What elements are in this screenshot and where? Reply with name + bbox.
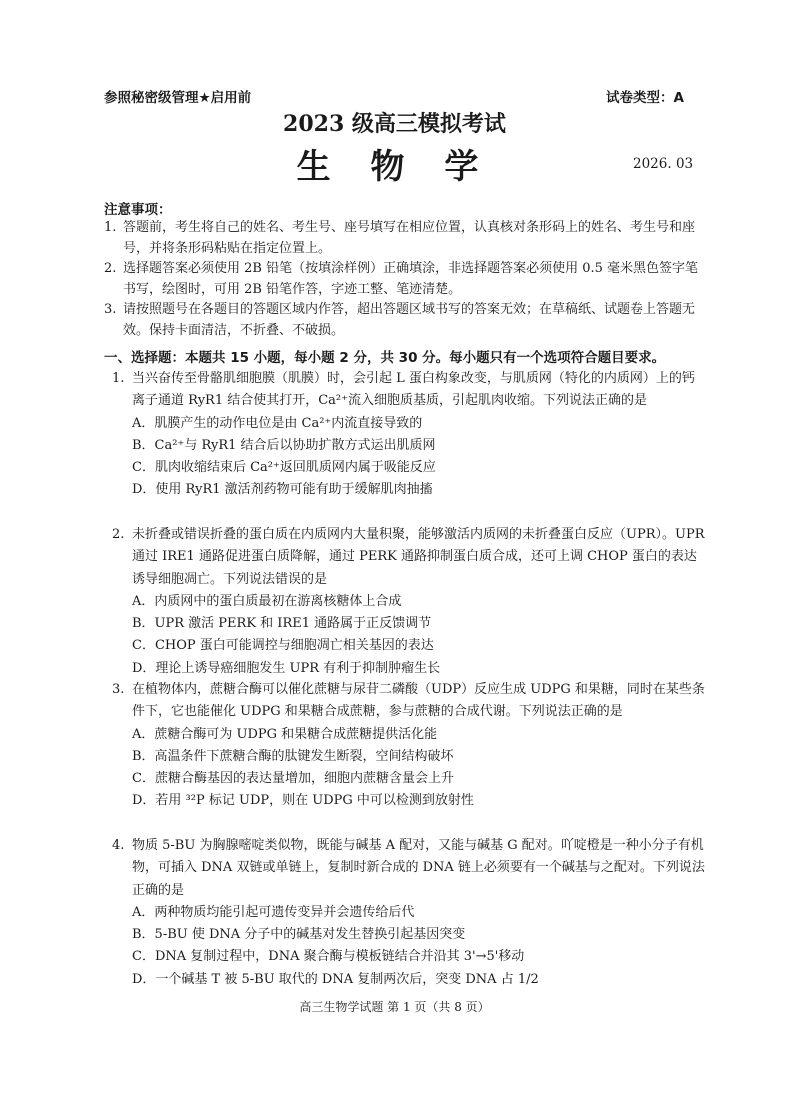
question-number: 1. [112,371,125,386]
question-stem: 未折叠或错误折叠的蛋白质在内质网内大量积聚，能够激活内质网的未折叠蛋白反应（UPR）。UPR 通过 IRE1 通路促进蛋白质降解，通过 PERK 通路抑制蛋白质合成，还可上调 CHOP 蛋白的表达诱导细胞凋亡。下列说法错误的是 [132,527,705,587]
note-item [104,259,704,300]
notes-heading: 注意事项： [104,202,172,218]
question-number: 4. [112,838,125,853]
note-number: 1. [104,220,117,235]
question-number: 3. [112,682,125,697]
option-a: A．肌膜产生的动作电位是由 Ca²⁺内流直接导致的 [132,415,423,431]
option-b: B．高温条件下蔗糖合酶的肽键发生断裂，空间结构破坏 [132,748,454,764]
option-d: D．一个碱基 T 被 5-BU 取代的 DNA 复制两次后，突变 DNA 占 1/2 [132,971,539,987]
option-d: D．使用 RyR1 激活剂药物可能有助于缓解肌肉抽搐 [132,482,433,498]
question-stem: 物质 5-BU 为胸腺嘧啶类似物，既能与碱基 A 配对，又能与碱基 G 配对。吖啶橙是一种小分子有机物，可插入 DNA 双链或单链上，复制时新合成的 DNA 链上必须要有一个碱基与之配对。下列说法正确的是 [132,838,705,898]
exam-title: 2023 级高三模拟考试 [283,111,506,137]
option-c: C．蔗糖合酶基因的表达量增加，细胞内蔗糖含量会上升 [132,771,454,787]
option-b: B．Ca²⁺与 RyR1 结合后以协助扩散方式运出肌质网 [132,437,436,453]
option-c: C．肌肉收缩结束后 Ca²⁺返回肌质网内属于吸能反应 [132,460,436,476]
note-number: 2. [104,261,117,276]
note-text: 选择题答案必须使用 2B 铅笔（按填涂样例）正确填涂，非选择题答案必须使用 0.5 毫米黑色签字笔书写，绘图时，可用 2B 铅笔作答，字迹工整、笔迹清楚。 [123,261,699,297]
note-number: 3. [104,302,117,317]
option-b: B．UPR 激活 PERK 和 IRE1 通路属于正反馈调节 [132,616,432,632]
page-footer: 高三生物学试题 第 1 页（共 8 页） [299,1000,490,1014]
question-block [112,679,706,813]
question-stem: 当兴奋传至骨骼肌细胞膜（肌膜）时，会引起 L 蛋白构象改变，与肌质网（特化的内质网）上的钙离子通道 RyR1 结合使其打开，Ca²⁺流入细胞质基质，引起肌肉收缩。下列说法正确的是 [132,371,695,409]
subject-title: 生 物 学 [296,147,493,187]
option-c: C．DNA 复制过程中，DNA 聚合酶与模板链结合并沿其 3'→5'移动 [132,949,525,965]
question-block [112,368,706,502]
paper-type-label: 试卷类型：A [606,90,684,106]
option-d: D．理论上诱导癌细胞发生 UPR 有利于抑制肿瘤生长 [132,660,441,676]
option-c: C．CHOP 蛋白可能调控与细胞凋亡相关基因的表达 [132,638,434,654]
note-text: 答题前，考生将自己的姓名、考生号、座号填写在相应位置，认真核对条形码上的姓名、考生号和座号，并将条形码粘贴在指定位置上。 [123,220,696,256]
question-block [112,835,706,991]
exam-date: 2026. 03 [633,156,694,172]
section-title: 一、选择题：本题共 15 小题，每小题 2 分，共 30 分。每小题只有一个选项符合题目要求。 [104,350,666,366]
option-a: A．蔗糖合酶可为 UDPG 和果糖合成蔗糖提供活化能 [132,726,438,742]
note-item [104,300,704,341]
note-text: 请按照题号在各题目的答题区域内作答，超出答题区域书写的答案无效；在草稿纸、试题卷上答题无效。保持卡面清洁，不折叠、不破损。 [123,302,696,338]
note-item [104,218,704,259]
question-stem: 在植物体内，蔗糖合酶可以催化蔗糖与尿苷二磷酸（UDP）反应生成 UDPG 和果糖，同时在某些条件下，它也能催化 UDPG 和果糖合成蔗糖，参与蔗糖的合成代谢。下列说法正确的是 [132,682,705,720]
option-a: A．内质网中的蛋白质最初在游离核糖体上合成 [132,593,402,609]
option-b: B．5-BU 使 DNA 分子中的碱基对发生替换引起基因突变 [132,927,466,943]
confidentiality-label: 参照秘密级管理★启用前 [104,90,252,106]
option-a: A．两种物质均能引起可遗传变异并会遗传给后代 [132,904,415,920]
question-number: 2. [112,527,125,542]
question-block [112,524,706,680]
option-d: D．若用 ³²P 标记 UDP，则在 UDPG 中可以检测到放射性 [132,793,474,809]
